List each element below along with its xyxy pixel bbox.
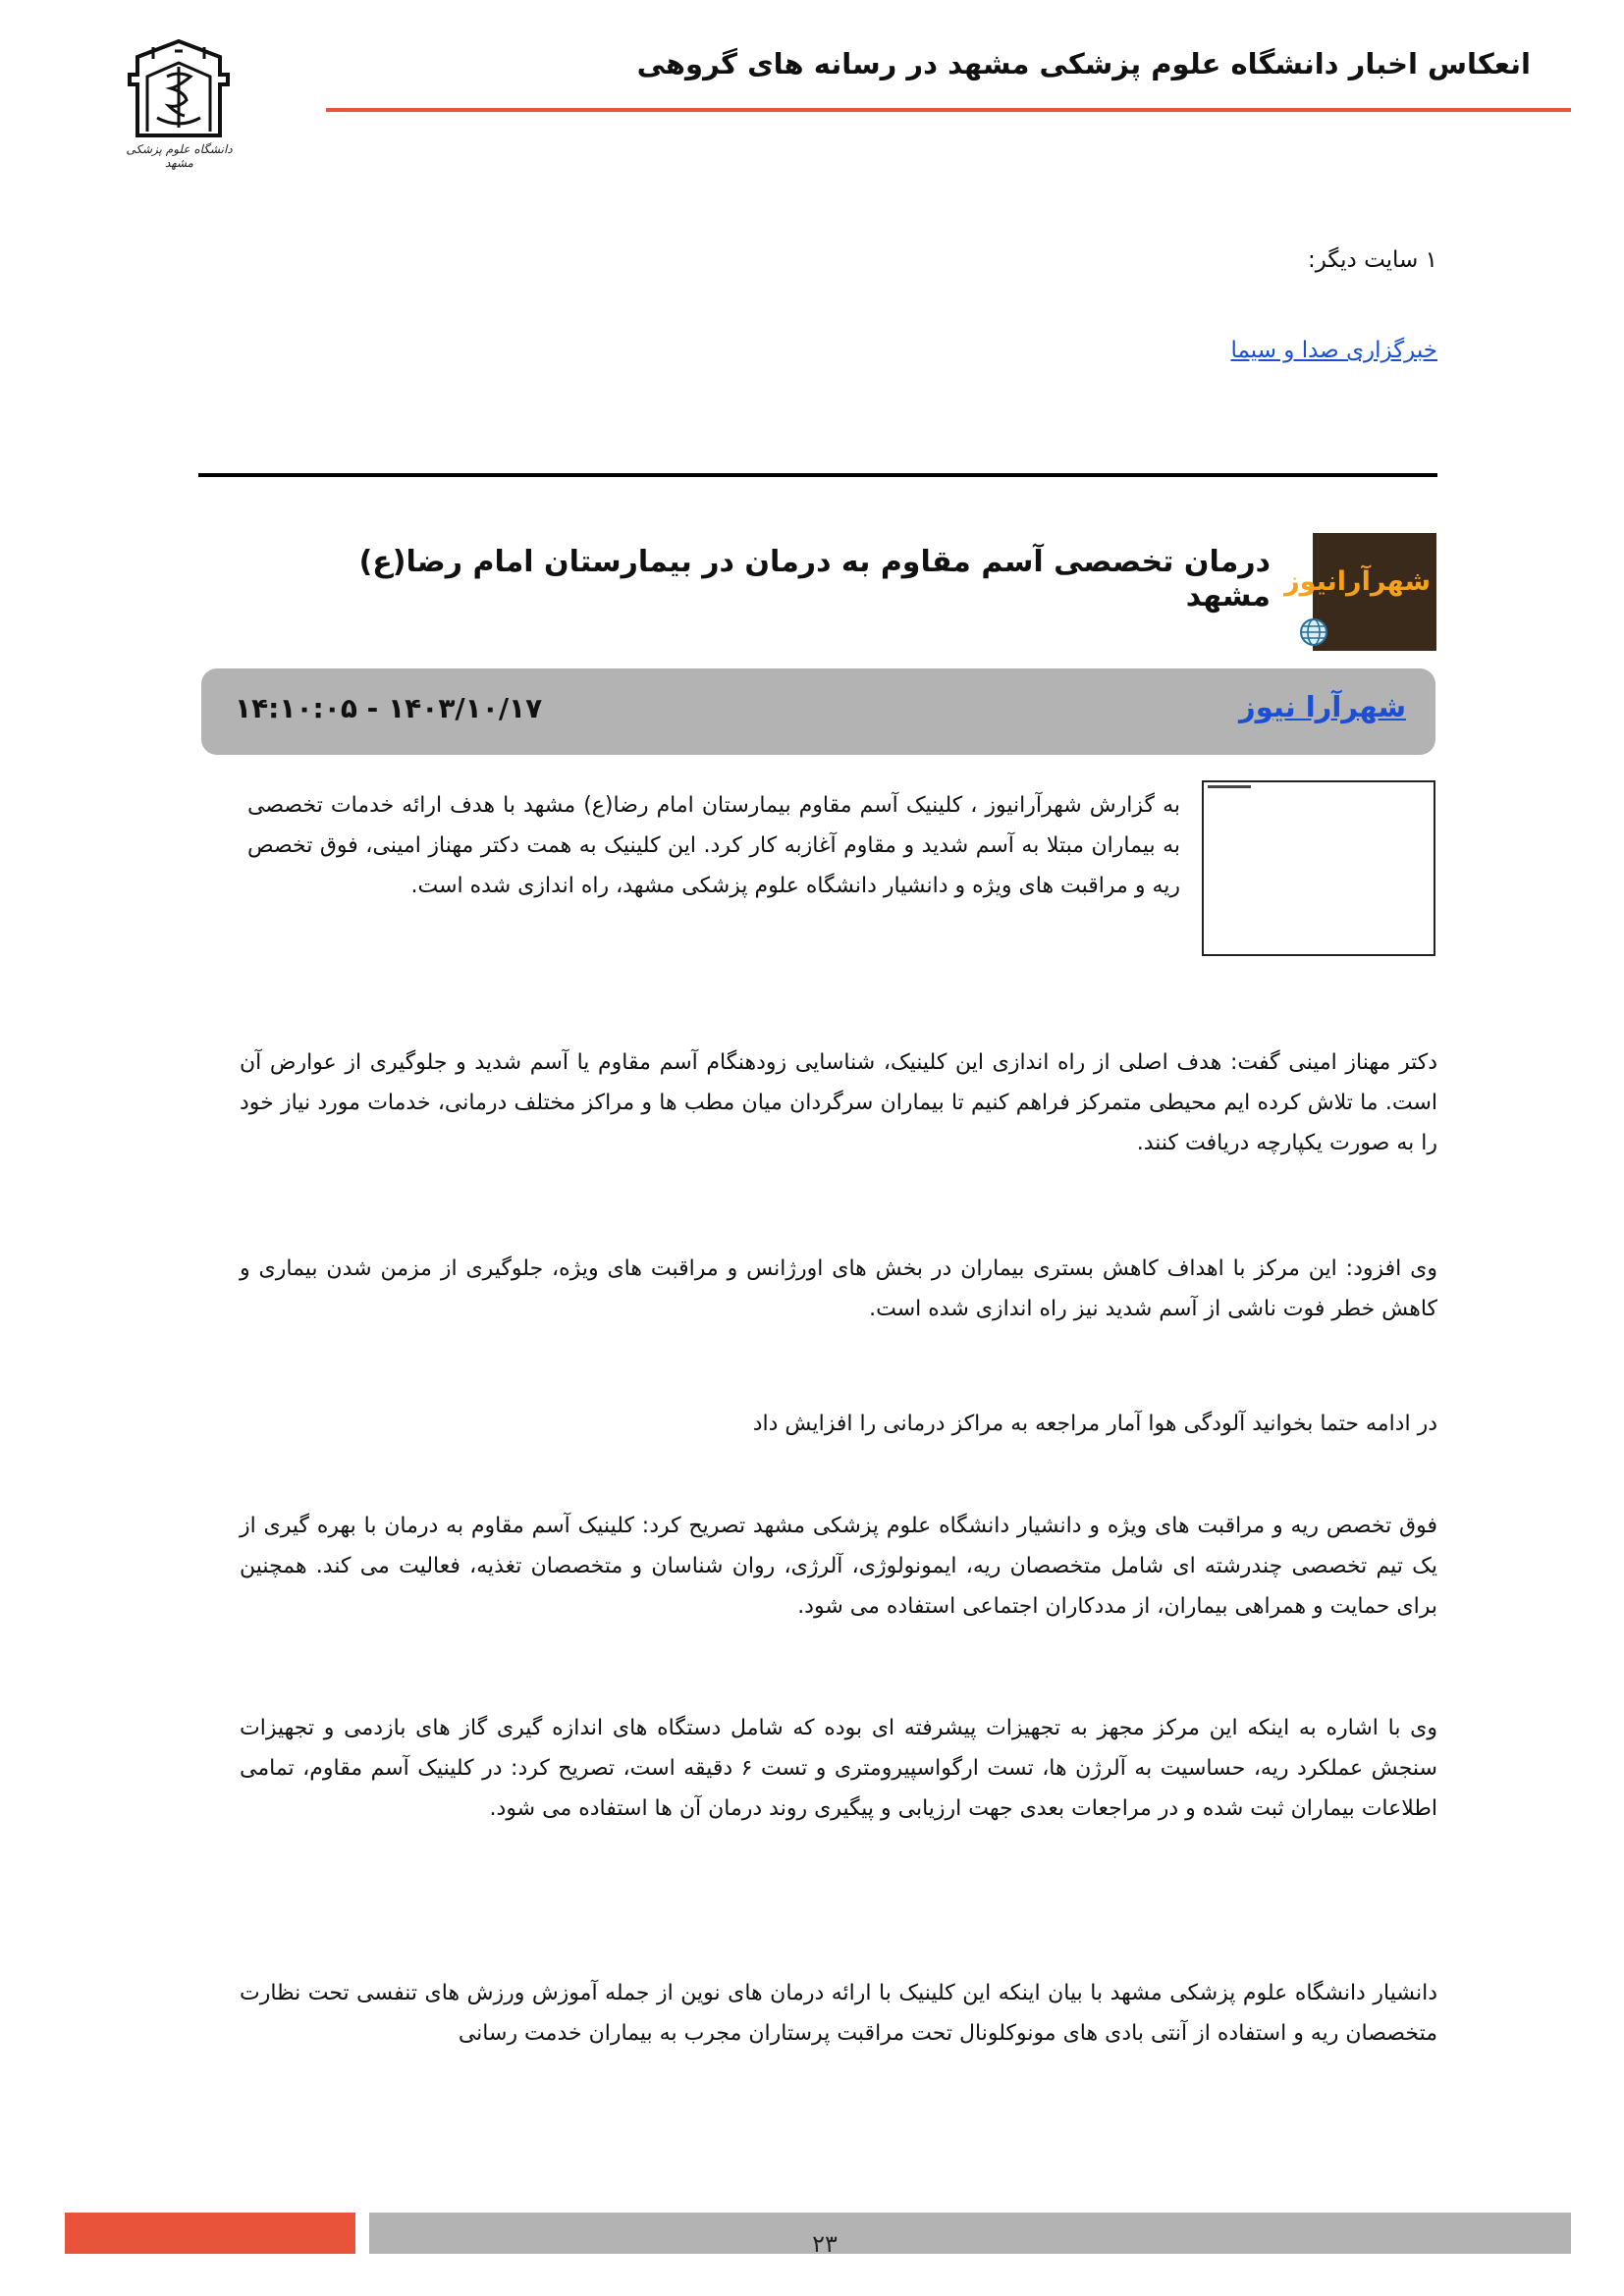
article-image-placeholder (1202, 780, 1435, 956)
header-divider (326, 108, 1571, 112)
article-paragraph: در ادامه حتما بخوانید آلودگی هوا آمار مراجعه به مراکز درمانی را افزایش داد (752, 1412, 1437, 1436)
article-paragraph: فوق تخصص ریه و مراقبت های ویژه و دانشیار دانشگاه علوم پزشکی مشهد تصریح کرد: کلینیک آسم مقاوم به درمان با بهره گیری از یک تیم تخصصی چندرشته ای شامل متخصصان ریه، ایمونولوژی، آلرژی، روان شناسان و متخصصان تغذیه، فعالیت می کند. همچنین برای حمایت و همراهی بیماران، از مددکاران اجتماعی استفاده می شود. (240, 1514, 1437, 1619)
page-number: ۲۳ (812, 2230, 838, 2258)
article-paragraph: وی افزود: این مرکز با اهداف کاهش بستری بیماران در بخش های اورژانس و مراقبت های ویژه، جلوگیری از مزمن شدن بیماری و کاهش خطر فوت ناشی از آسم شدید نیز راه اندازی شده است. (240, 1256, 1437, 1321)
image-caption-mark (1208, 785, 1251, 788)
logo-emblem-icon (118, 37, 241, 140)
footer-accent-bar (65, 2213, 355, 2254)
article-datetime: ۱۴۰۳/۱۰/۱۷ - ۱۴:۱۰:۰۵ (235, 692, 543, 724)
page-header-title: انعکاس اخبار دانشگاه علوم پزشکی مشهد در رسانه های گروهی (636, 47, 1531, 80)
article-title: درمان تخصصی آسم مقاوم به درمان در بیمارستان امام رضا(ع) مشهد (358, 545, 1271, 614)
article-paragraph: وی با اشاره به اینکه این مرکز مجهز به تجهیزات پیشرفته ای بوده که شامل دستگاه های اندازه گیری گاز های بازدمی و تجهیزات سنجش عملکرد ریه، حساسیت به آلرژن ها، تست ارگواسپیرومتری و تست ۶ دقیقه است، تصریح کرد: در کلینیک آسم مقاوم، تمامی اطلاعات بیماران ثبت شده و در مراجعات بعدی جهت ارزیابی و پیگیری روند درمان آن ها استفاده می شود. (240, 1716, 1437, 1821)
thumbnail-logo-text: شهرآرانیوز (1284, 566, 1431, 597)
article-source-link[interactable]: شهرآرا نیوز (1239, 690, 1406, 723)
logo-caption: دانشگاه علوم پزشکی مشهد (126, 142, 233, 170)
article-paragraph: دانشیار دانشگاه علوم پزشکی مشهد با بیان اینکه این کلینیک با ارائه درمان های نوین از جمله آموزش ورزش های تنفسی تحت نظارت متخصصان ریه و استفاده از آنتی بادی های مونوکلونال تحت مراقبت پرستاران مجرب به بیماران خدمت رسانی (240, 1981, 1437, 2046)
news-source-thumbnail[interactable] (1284, 533, 1436, 651)
article-meta-bar (201, 668, 1435, 755)
article-paragraph: دکتر مهناز امینی گفت: هدف اصلی از راه اندازی این کلینیک، شناسایی زودهنگام آسم مقاوم یا آسم شدید و جلوگیری از عوارض آن است. ما تلاش کرده ایم محیطی متمرکز فراهم کنیم تا بیماران سرگردان میان مطب ها و مراکز مختلف درمانی، خدمات مورد نیاز خود را به صورت یکپارچه دریافت کنند. (240, 1050, 1437, 1155)
article-paragraph: به گزارش شهرآرانیوز ، کلینیک آسم مقاوم بیمارستان امام رضا(ع) مشهد با هدف ارائه خدمات تخصصی به بیماران مبتلا به آسم شدید و مقاوم آغازبه کار کرد. این کلینیک به همت دکتر مهناز امینی، فوق تخصص ریه و مراقبت های ویژه و دانشیار دانشگاه علوم پزشکی مشهد، راه اندازی شده است. (247, 793, 1180, 898)
section-divider (198, 473, 1437, 477)
globe-icon[interactable] (1298, 616, 1329, 648)
other-site-link[interactable]: خبرگزاری صدا و سیما (1230, 338, 1437, 363)
footer-bar (369, 2213, 1571, 2254)
university-logo (118, 37, 241, 170)
other-sites-label: ۱ سایت دیگر: (1307, 247, 1437, 273)
